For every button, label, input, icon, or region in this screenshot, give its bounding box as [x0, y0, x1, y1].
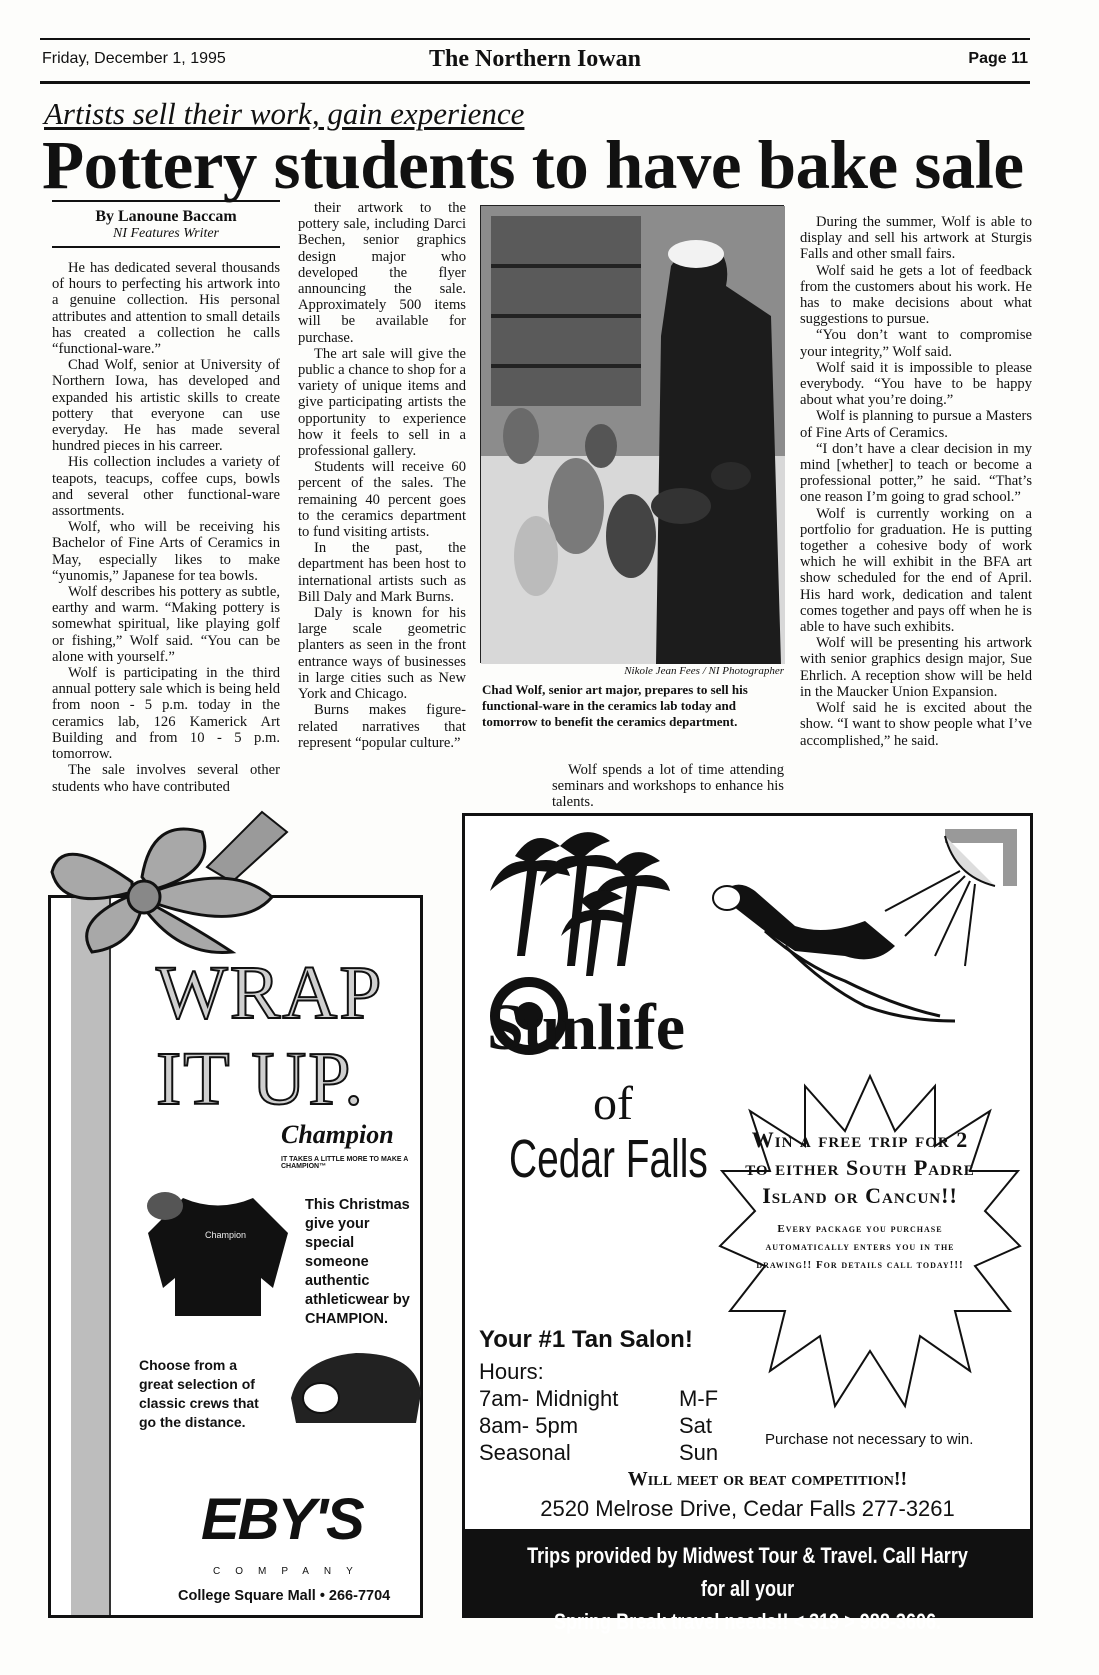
article-paragraph: Wolf spends a lot of time attending seminars and workshops to enhance his talents. [552, 762, 784, 811]
newspaper-name: The Northern Iowan [428, 46, 641, 72]
travel-line-1: Trips provided by Midwest Tour & Travel. Call Harry for all your [527, 1543, 968, 1601]
hours-row [479, 1412, 718, 1439]
column-1-body [52, 260, 280, 795]
article-paragraph: His collection includes a variety of teapots, teacups, coffee cups, bowls and several other functional-ware assortments. [52, 454, 280, 520]
photo-caption: Chad Wolf, senior art major, prepares to sell his functional-ware in the ceramics lab today and tomorrow to benefit the ceramics department. [482, 682, 748, 729]
travel-banner [465, 1529, 1030, 1634]
article-paragraph: Wolf describes his pottery as subtle, earthy and warm. “Making pottery is somewhat spiritual, like playing golf or fishing,” Wolf said. “You can be alone with yourself.” [52, 584, 280, 665]
article-paragraph: Chad Wolf, senior at University of Northern Iowa, has developed and expanded his artistic skills to create pottery that everyone can use everyday. He has made several hundred pieces in his carreer. [52, 357, 280, 455]
hours-time: 8am- 5pm [479, 1413, 579, 1438]
article-paragraph: Daly is known for his large scale geometric planters as seen in the front entrance ways of businesses in large cities such as New York and Chicago. [298, 605, 466, 703]
article-paragraph: “I don’t have a clear decision in my mind [whether] to teach or become a professional potter,” he said. “That’s one reason I’m going to grad school.” [800, 440, 1032, 506]
article-paragraph: “You don’t want to compromise your integrity,” Wolf said. [800, 327, 1032, 360]
hours-label: Hours: [479, 1359, 544, 1384]
article-paragraph: Wolf, who will be receiving his Bachelor of Fine Arts of Ceramics in May, especially likes to make “yunomis,” Japanese for tea bowls. [52, 519, 280, 584]
choose-copy: Choose from a great selection of classic crews that go the distance. [139, 1357, 259, 1430]
contest-details: Every package you purchase automatically enters you in the drawing!! For details call today!!! [756, 1223, 964, 1271]
ebys-address: College Square Mall • 266-7704 [178, 1588, 391, 1604]
sweatshirt-icon [143, 1188, 293, 1318]
article-paragraph: Wolf is planning to pursue a Masters of Fine Arts of Ceramics. [800, 408, 1032, 441]
article-paragraph: Wolf is currently working on a portfolio for graduation. He is putting together a cohesive body of work which he will exhibit in the BFA art show scheduled for the end of April. His hard work, dedication and talent comes together and pays off when he is able to have such exhibits. [800, 505, 1032, 636]
byline-role: NI Features Writer [112, 226, 220, 241]
article-paragraph: He has dedicated several thousands of hours to perfecting his artwork into a genuine collection. His personal attributes and attention to small details has created a collection he calls “functional-ware.” [52, 260, 280, 358]
sunlife-of: of [593, 1077, 633, 1130]
pottery-photo-illustration [481, 206, 785, 664]
article-paragraph: During the summer, Wolf is able to display and sell his artwork at Sturgis Falls and other small fairs. [800, 214, 1032, 263]
svg-text:Champion: Champion [205, 1230, 247, 1240]
wrap-line-1: WRAP [156, 951, 384, 1035]
article-column-3 [552, 762, 784, 811]
salon-slogan: Your #1 Tan Salon! [479, 1326, 693, 1353]
article-paragraph: In the past, the department has been host to international artists such as Bill Daly and Mark Burns. [298, 540, 466, 605]
salon-hours [479, 1358, 718, 1466]
article-paragraph: Students will receive 60 percent of the sales. The remaining 40 percent goes to the ceramics department to fund visiting artists. [298, 459, 466, 541]
travel-line-2: Spring Break travel needs!! < 319 > 988-3606. [553, 1609, 942, 1634]
champion-tagline: IT TAKES A LITTLE MORE TO MAKE A CHAMPION™ [281, 1156, 409, 1170]
article-paragraph: Burns makes figure-related narratives that represent “popular culture.” [298, 702, 466, 751]
article-paragraph: The sale involves several other students who have contributed [52, 762, 280, 795]
hours-row [479, 1385, 718, 1412]
sunlife-city: Cedar Falls [509, 1129, 708, 1189]
article-paragraph: Wolf will be presenting his artwork with senior graphics design major, Sue Ehrlich. A reception show will be held in the Maucker Union Expansion. [800, 635, 1032, 700]
hours-days: M-F [679, 1386, 719, 1411]
hours-days: Sun [679, 1440, 719, 1465]
gift-ribbon-stripe [71, 898, 111, 1615]
champion-logo: Champion [281, 1120, 394, 1149]
sunlife-address: 2520 Melrose Drive, Cedar Falls 277-3261 [540, 1496, 955, 1521]
ebys-logo: EBY'S [201, 1487, 363, 1552]
byline [52, 200, 280, 248]
hours-days: Sat [679, 1413, 713, 1438]
purchase-disclaimer: Purchase not necessary to win. [765, 1431, 974, 1448]
contest-copy [745, 1126, 975, 1274]
column-2-body [298, 200, 466, 751]
page-number: Page 11 [968, 50, 1028, 67]
sunlife-logo: Sunlife [487, 991, 686, 1064]
article-paragraph: their artwork to the pottery sale, including Darci Bechen, senior graphics design major who developed the flyer announcing the sale. Approximately 500 items will be available for purchase. [298, 200, 466, 346]
christmas-copy: This Christmas give your special someone authentic athleticwear by CHAMPION. [305, 1197, 410, 1327]
sunlife-tanning-ad [462, 813, 1033, 1634]
ebys-company-label: COMPANY [213, 1566, 368, 1577]
issue-date: Friday, December 1, 1995 [42, 50, 226, 67]
article-photo [480, 205, 784, 663]
byline-name: By Lanoune Baccam [95, 208, 237, 225]
wrap-it-up-headline [156, 950, 384, 1122]
article-column-2 [298, 200, 466, 751]
hours-row [479, 1439, 718, 1466]
masthead [40, 38, 1030, 84]
duffel-bag-icon [281, 1338, 431, 1438]
article-paragraph: The art sale will give the public a chance to shop for a variety of unique items and give participating artists the opportunity to experience how it feels to sell in a professional gallery. [298, 345, 466, 460]
article-paragraph: Wolf said he is excited about the show. “I want to show people what I’ve accomplished,” he said. [800, 700, 1032, 749]
wrap-line-2: IT UP. [156, 1037, 366, 1121]
gift-bow-icon [32, 812, 332, 962]
photo-credit: Nikole Jean Fees / NI Photographer [624, 665, 784, 677]
competition-slogan: Will meet or beat competition!! [627, 1468, 908, 1490]
column-4-body [800, 214, 1032, 749]
column-3-body [552, 762, 784, 811]
hours-time: Seasonal [479, 1440, 571, 1465]
article-column-4 [800, 214, 1032, 749]
ebys-champion-ad [48, 895, 423, 1618]
article-column-1 [52, 200, 280, 795]
article-paragraph: Wolf is participating in the third annual pottery sale which is being held from noon - 5 p.m. today in the ceramics lab, 126 Kamerick Art Building and from 10 - 5 p.m. tomorrow. [52, 665, 280, 763]
hours-time: 7am- Midnight [479, 1386, 619, 1411]
article-paragraph: Wolf said it is impossible to please everybody. “You have to be happy about what you’re doing.” [800, 359, 1032, 409]
contest-headline: Win a free trip for 2 to either South Padre Island or Cancun!! [745, 1127, 975, 1208]
article-paragraph: Wolf said he gets a lot of feedback from the customers about his work. He has to make decisions about what suggestions to pursue. [800, 262, 1032, 328]
article-kicker: Artists sell their work, gain experience [44, 96, 525, 131]
article-headline: Pottery students to have bake sale [42, 127, 1024, 203]
